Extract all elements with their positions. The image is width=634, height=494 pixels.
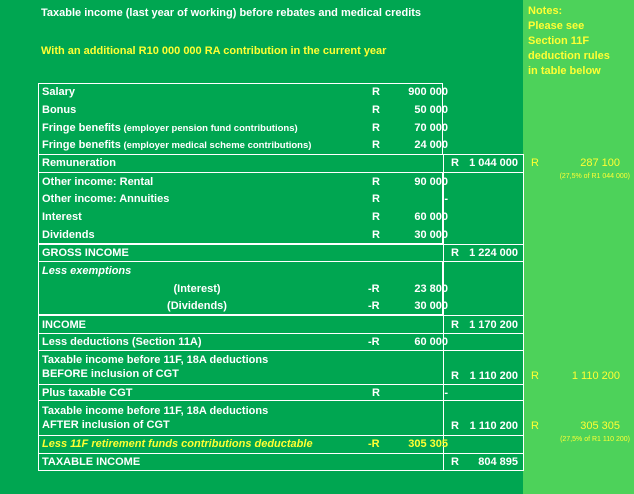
grid-line — [38, 244, 524, 245]
grid-line — [38, 350, 524, 351]
currency-symbol: R — [451, 420, 459, 432]
row-label-line: Taxable income before 11F, 18A deductions — [42, 405, 269, 417]
row-label-detail: (employer pension fund contributions) — [120, 123, 298, 134]
row-label: GROSS INCOME — [42, 247, 129, 259]
row-label: Remuneration — [42, 157, 116, 169]
currency-symbol: R — [451, 157, 459, 169]
total-amount: 1 110 200 — [469, 420, 518, 432]
currency-symbol: R — [372, 104, 380, 116]
grid-line — [38, 315, 524, 316]
grid-line — [38, 435, 524, 436]
note-amount: 305 305 — [580, 420, 620, 432]
worksheet-title: Taxable income (last year of working) before rebates and medical credits — [41, 7, 422, 19]
amount: 30 000 — [414, 300, 448, 312]
row-label — [42, 139, 311, 151]
note-currency: R — [531, 157, 539, 169]
amount: - — [444, 193, 448, 205]
note-calculation: (27,5% of R1 110 200) — [560, 436, 630, 443]
currency-symbol: R — [372, 193, 380, 205]
row-label-line: AFTER inclusion of CGT — [42, 419, 170, 431]
row-label: Less exemptions — [42, 265, 132, 277]
row-label: Salary — [42, 86, 76, 98]
amount: 90 000 — [414, 176, 448, 188]
currency-symbol: -R — [368, 438, 380, 450]
total-amount: 1 110 200 — [469, 370, 518, 382]
row-label: Less deductions (Section 11A) — [42, 336, 202, 348]
row-label: Interest — [42, 211, 82, 223]
notes-line: in table below — [528, 65, 601, 77]
row-label — [42, 404, 268, 432]
amount: 24 000 — [414, 139, 448, 151]
grid-line — [38, 261, 524, 262]
grid-line — [38, 384, 524, 385]
notes-text — [528, 4, 632, 79]
grid-line — [38, 172, 524, 173]
total-amount: 1 224 000 — [469, 247, 518, 259]
currency-symbol: -R — [368, 300, 380, 312]
note-amount: 287 100 — [580, 157, 620, 169]
row-label: INCOME — [42, 319, 86, 331]
amount: 900 000 — [408, 86, 448, 98]
grid-line — [38, 400, 524, 401]
row-label-main: Fringe benefits — [42, 122, 121, 134]
row-label: (Dividends) — [167, 300, 227, 312]
row-label: TAXABLE INCOME — [42, 456, 141, 468]
notes-line: Please see — [528, 20, 585, 32]
note-amount: 1 110 200 — [571, 370, 620, 382]
amount: 60 000 — [414, 211, 448, 223]
amount: 50 000 — [414, 104, 448, 116]
currency-symbol: R — [372, 387, 380, 399]
currency-symbol: R — [451, 370, 459, 382]
notes-line: Notes: — [528, 5, 563, 17]
amount: 305 305 — [408, 438, 448, 450]
note-currency: R — [531, 370, 539, 382]
amount: 30 000 — [414, 229, 448, 241]
note-currency: R — [531, 420, 539, 432]
worksheet-subtitle: With an additional R10 000 000 RA contribution in the current year — [41, 45, 387, 57]
total-amount: 804 895 — [478, 456, 518, 468]
row-label: Other income: Annuities — [42, 193, 170, 205]
currency-symbol: R — [372, 122, 380, 134]
currency-symbol: R — [451, 247, 459, 259]
currency-symbol: -R — [368, 283, 380, 295]
row-label-detail: (employer medical scheme contributions) — [120, 140, 312, 151]
currency-symbol: -R — [368, 336, 380, 348]
total-amount: 1 170 200 — [469, 319, 518, 331]
row-label: Dividends — [42, 229, 95, 241]
grid-line — [38, 453, 524, 454]
amount: 60 000 — [414, 336, 448, 348]
grid-line — [38, 333, 524, 334]
row-label: Bonus — [42, 104, 77, 116]
currency-symbol: R — [451, 456, 459, 468]
note-calculation: (27,5% of R1 044 000) — [559, 173, 630, 180]
notes-line: Section 11F — [528, 35, 590, 47]
row-label — [42, 353, 268, 381]
currency-symbol: R — [372, 229, 380, 241]
amount: 23 800 — [414, 283, 448, 295]
currency-symbol: R — [372, 86, 380, 98]
row-label: (Interest) — [173, 283, 221, 295]
total-amount: 1 044 000 — [469, 157, 518, 169]
row-label: Less 11F retirement funds contributions deductable — [42, 438, 313, 450]
currency-symbol: R — [451, 319, 459, 331]
amount: - — [444, 387, 448, 399]
currency-symbol: R — [372, 211, 380, 223]
amount: 70 000 — [414, 122, 448, 134]
row-label: Plus taxable CGT — [42, 387, 133, 399]
row-label-main: Fringe benefits — [42, 139, 121, 151]
row-label — [42, 122, 298, 134]
row-label-line: BEFORE inclusion of CGT — [42, 368, 179, 380]
notes-line: deduction rules — [528, 50, 610, 62]
currency-symbol: R — [372, 139, 380, 151]
row-label: Other income: Rental — [42, 176, 154, 188]
row-label-line: Taxable income before 11F, 18A deductions — [42, 354, 269, 366]
currency-symbol: R — [372, 176, 380, 188]
